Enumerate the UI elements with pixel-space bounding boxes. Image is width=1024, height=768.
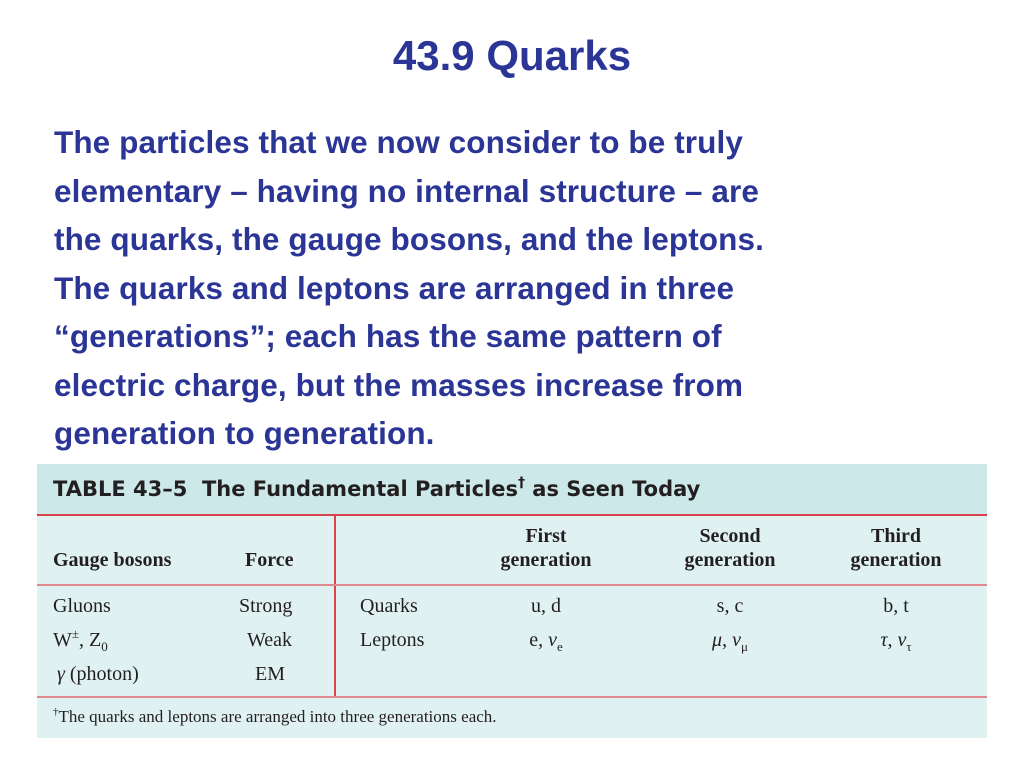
lepton-electron-neutrino: ν (548, 629, 557, 651)
boson-z-base: , Z (79, 629, 102, 651)
label-leptons: Leptons (360, 629, 425, 651)
body-line-7: generation to generation. (54, 415, 435, 451)
leptons-second (659, 628, 801, 654)
header-rule (37, 584, 987, 586)
column-divider (334, 516, 336, 696)
photon-label: (photon) (64, 663, 139, 685)
body-line-6: electric charge, but the masses increase from (54, 366, 744, 403)
body-line-4: The quarks and leptons are arranged in three (54, 269, 735, 306)
quarks-third: b, t (883, 595, 909, 617)
body-line-2: elementary – having no internal structure – are (54, 172, 759, 209)
header-first-line1: First (525, 525, 567, 547)
lepton-tau-sub: τ (906, 639, 912, 654)
boson-z-sub: 0 (101, 639, 108, 654)
caption-dagger: † (517, 475, 525, 491)
header-first-line2: generation (500, 549, 592, 571)
header-third-line2: generation (850, 549, 942, 571)
lepton-electron-sub: e (557, 639, 563, 654)
header-second-line2: generation (684, 549, 776, 571)
header-second-line1: Second (699, 525, 761, 547)
table-caption-suffix: as Seen Today (532, 477, 701, 501)
header-second-generation (659, 524, 801, 572)
label-quarks: Quarks (360, 595, 418, 617)
photon-symbol: γ (57, 663, 65, 685)
quarks-first: u, d (531, 595, 561, 617)
lepton-muon: μ (712, 629, 723, 651)
body-line-5: “generations”; each has the same pattern of (54, 318, 722, 354)
footnote-text: The quarks and leptons are arranged into three generations each. (58, 707, 497, 726)
header-gauge-bosons: Gauge bosons (53, 549, 172, 571)
table-caption (37, 464, 987, 514)
force-strong: Strong (239, 595, 293, 617)
quarks-second: s, c (716, 595, 744, 617)
lepton-muon-sep: , (722, 629, 733, 651)
table-caption-title: The Fundamental Particles (201, 477, 518, 501)
force-weak: Weak (247, 629, 293, 651)
leptons-first (475, 628, 617, 654)
fundamental-particles-table (37, 464, 987, 738)
boson-gluons: Gluons (53, 595, 111, 617)
boson-photon (57, 662, 139, 686)
body-line-3: the quarks, the gauge bosons, and the leptons. (54, 221, 764, 257)
lepton-tau-sep: , (887, 629, 898, 651)
lepton-muon-neutrino: ν (732, 629, 741, 651)
boson-w-z (53, 628, 108, 654)
lepton-tau-neutrino: ν (897, 629, 907, 651)
table-footnote (53, 707, 497, 727)
footnote-dagger: † (53, 706, 59, 718)
leptons-third (825, 628, 967, 654)
boson-w-base: W (53, 629, 72, 651)
header-force: Force (245, 549, 294, 571)
lepton-muon-sub: μ (740, 639, 748, 654)
header-third-generation (825, 524, 967, 572)
force-em: EM (255, 663, 285, 685)
body-line-1: The particles that we now consider to be truly (54, 124, 743, 160)
slide-title: 43.9 Quarks (392, 32, 632, 79)
body-bottom-rule (37, 696, 987, 698)
lepton-electron: e, (529, 629, 549, 651)
lepton-tau: τ (880, 629, 888, 651)
slide-body-text (54, 118, 984, 458)
caption-rule (37, 514, 987, 516)
table-caption-number: TABLE 43–5 (53, 477, 188, 501)
boson-w-sup: ± (71, 626, 80, 641)
header-third-line1: Third (870, 525, 922, 547)
header-first-generation (475, 524, 617, 572)
